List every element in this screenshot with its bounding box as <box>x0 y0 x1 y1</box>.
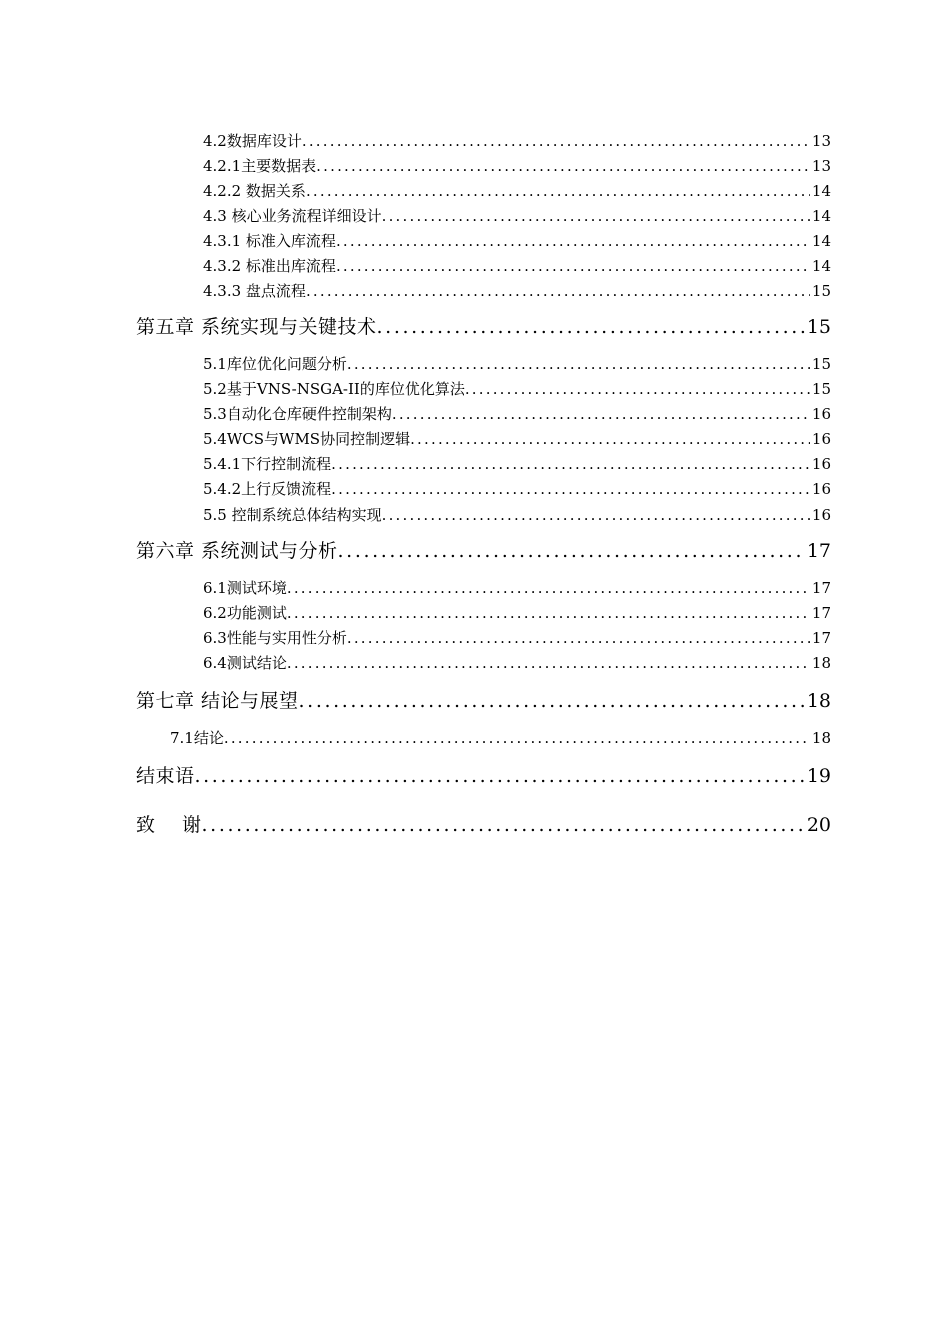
toc-entry-label: 5.4.2上行反馈流程 <box>203 480 332 498</box>
dot-leader <box>287 602 810 624</box>
dot-leader <box>347 627 810 649</box>
toc-entry-label: 4.2数据库设计 <box>203 132 302 150</box>
toc-entry-5-2[interactable] <box>203 378 831 400</box>
dot-leader <box>392 403 810 425</box>
toc-chapter-page: 17 <box>806 540 831 562</box>
dot-leader <box>377 313 805 341</box>
toc-entry-4-3[interactable] <box>203 205 831 227</box>
toc-entry-label: 6.3性能与实用性分析 <box>203 629 347 647</box>
toc-entry-label: 5.4WCS与WMS协同控制逻辑 <box>203 430 411 448</box>
toc-entry-label: 5.5 控制系统总体结构实现 <box>203 506 382 524</box>
toc-chapter-7[interactable] <box>136 687 831 715</box>
toc-entry-page: 17 <box>811 629 831 647</box>
toc-chapter-page: 19 <box>806 765 831 787</box>
toc-entry-label: 5.4.1下行控制流程 <box>203 455 332 473</box>
dot-leader <box>287 652 810 674</box>
toc-acknowledgements[interactable] <box>136 811 831 839</box>
toc-entry-page: 17 <box>811 604 831 622</box>
toc-entry-4-2-1[interactable] <box>203 155 831 177</box>
toc-entry-6-3[interactable] <box>203 627 831 649</box>
toc-entry-5-4-2[interactable] <box>203 478 831 500</box>
toc-entry-4-3-1[interactable] <box>203 230 831 252</box>
toc-entry-5-4-1[interactable] <box>203 453 831 475</box>
dot-leader <box>224 727 810 749</box>
toc-entry-page: 16 <box>811 506 831 524</box>
toc-entry-5-3[interactable] <box>203 403 831 425</box>
toc-entry-label: 6.1测试环境 <box>203 579 287 597</box>
toc-entry-label: 6.4测试结论 <box>203 654 287 672</box>
toc-entry-7-1[interactable] <box>170 727 831 749</box>
dot-leader <box>195 762 805 790</box>
toc-entry-6-4[interactable] <box>203 652 831 674</box>
dot-leader <box>287 577 810 599</box>
toc-chapter-page: 15 <box>806 316 831 338</box>
toc-entry-label: 5.2基于VNS-NSGA-II的库位优化算法 <box>203 380 465 398</box>
toc-entry-5-5[interactable] <box>203 504 831 526</box>
toc-entry-page: 17 <box>811 579 831 597</box>
toc-chapter-label: 第五章 系统实现与关键技术 <box>136 316 377 338</box>
toc-chapter-page: 18 <box>806 690 831 712</box>
toc-chapter-page: 20 <box>806 814 831 836</box>
dot-leader <box>302 130 810 152</box>
toc-entry-label: 7.1结论 <box>170 729 224 747</box>
toc-entry-6-2[interactable] <box>203 602 831 624</box>
toc-entry-4-3-3[interactable] <box>203 280 831 302</box>
dot-leader <box>382 205 810 227</box>
dot-leader <box>316 155 810 177</box>
toc-entry-page: 16 <box>811 405 831 423</box>
dot-leader <box>331 478 810 500</box>
toc-chapter-label: 致 谢 <box>136 814 202 836</box>
toc-chapter-6[interactable] <box>136 537 831 565</box>
dot-leader <box>202 811 805 839</box>
toc-chapter-label: 第六章 系统测试与分析 <box>136 540 338 562</box>
toc-entry-page: 14 <box>811 232 831 250</box>
toc-entry-page: 15 <box>811 380 831 398</box>
toc-entry-label: 4.3.2 标准出库流程 <box>203 257 336 275</box>
toc-entry-label: 4.2.1主要数据表 <box>203 157 317 175</box>
toc-entry-4-2-2[interactable] <box>203 180 831 202</box>
toc-chapter-label: 第七章 结论与展望 <box>136 690 299 712</box>
toc-entry-6-1[interactable] <box>203 577 831 599</box>
dot-leader <box>410 428 810 450</box>
toc-entry-label: 6.2功能测试 <box>203 604 287 622</box>
dot-leader <box>382 504 810 526</box>
dot-leader <box>347 353 810 375</box>
toc-chapter-label: 结束语 <box>136 765 195 787</box>
toc-entry-5-4[interactable] <box>203 428 831 450</box>
toc-entry-page: 18 <box>811 729 831 747</box>
toc-entry-page: 16 <box>811 430 831 448</box>
toc-entry-page: 13 <box>811 157 831 175</box>
dot-leader <box>465 378 810 400</box>
toc-entry-5-1[interactable] <box>203 353 831 375</box>
toc-entry-page: 18 <box>811 654 831 672</box>
toc-conclusion[interactable] <box>136 762 831 790</box>
toc-entry-label: 5.1库位优化问题分析 <box>203 355 347 373</box>
toc-entry-label: 4.3.1 标准入库流程 <box>203 232 336 250</box>
toc-entry-label: 5.3自动化仓库硬件控制架构 <box>203 405 392 423</box>
dot-leader <box>336 255 810 277</box>
toc-entry-label: 4.3 核心业务流程详细设计 <box>203 207 382 225</box>
toc-entry-4-2[interactable] <box>203 130 831 152</box>
toc-entry-4-3-2[interactable] <box>203 255 831 277</box>
toc-entry-page: 14 <box>811 257 831 275</box>
dot-leader <box>336 230 810 252</box>
toc-chapter-5[interactable] <box>136 313 831 341</box>
dot-leader <box>338 537 805 565</box>
toc-entry-page: 15 <box>811 282 831 300</box>
toc-entry-page: 16 <box>811 455 831 473</box>
toc-entry-page: 15 <box>811 355 831 373</box>
toc-entry-page: 14 <box>811 207 831 225</box>
toc-entry-page: 14 <box>811 182 831 200</box>
dot-leader <box>306 280 810 302</box>
dot-leader <box>299 687 805 715</box>
dot-leader <box>306 180 810 202</box>
toc-entry-label: 4.3.3 盘点流程 <box>203 282 306 300</box>
toc-entry-page: 16 <box>811 480 831 498</box>
dot-leader <box>331 453 810 475</box>
toc-entry-page: 13 <box>811 132 831 150</box>
toc-entry-label: 4.2.2 数据关系 <box>203 182 306 200</box>
